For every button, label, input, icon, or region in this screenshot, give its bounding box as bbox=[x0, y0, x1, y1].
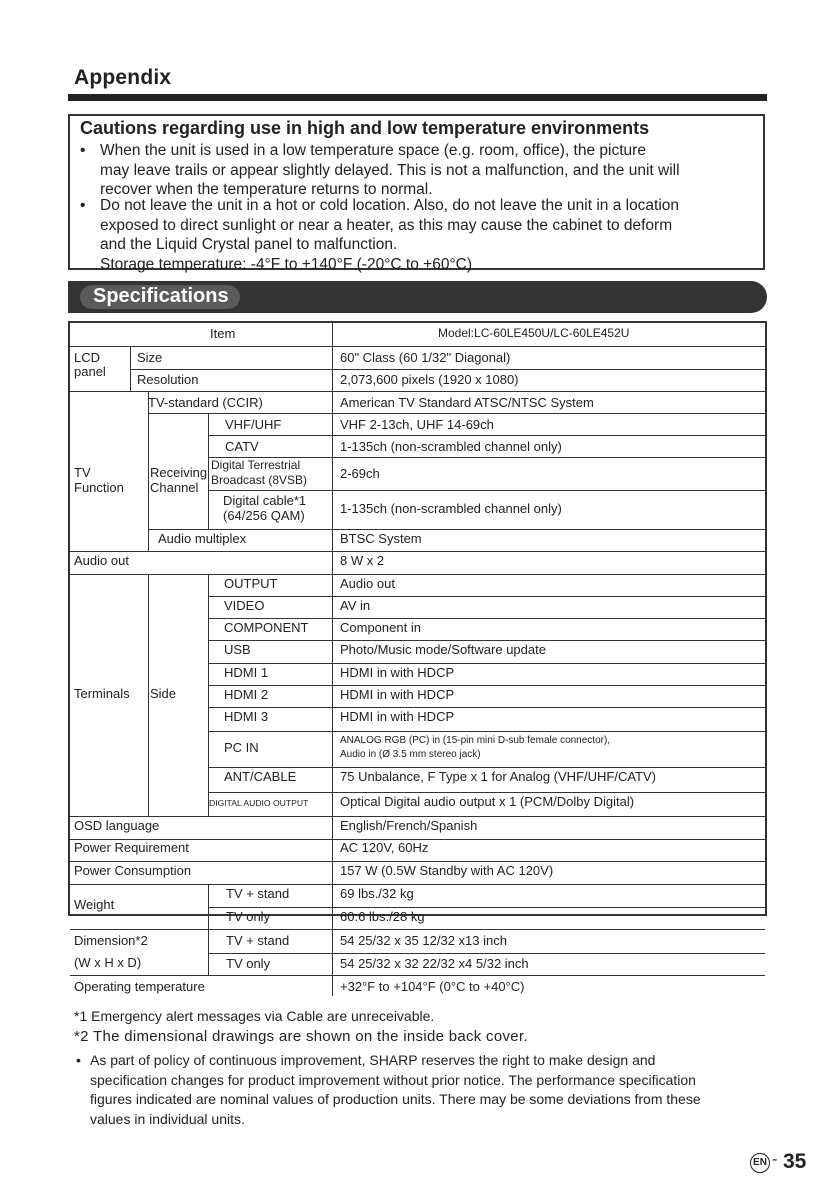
terminal-label: VIDEO bbox=[224, 598, 265, 613]
weight-label: Weight bbox=[74, 897, 115, 912]
caution-line: When the unit is used in a low temperature space (e.g. room, office), the picture bbox=[100, 142, 646, 159]
vhf-label: VHF/UHF bbox=[225, 417, 282, 432]
dimension-label: Dimension*2 bbox=[74, 933, 148, 948]
column-line bbox=[148, 574, 149, 816]
row-line bbox=[208, 596, 765, 597]
terminal-value: HDMI in with HDCP bbox=[340, 665, 455, 680]
row-line bbox=[130, 369, 765, 370]
row-line bbox=[70, 861, 765, 862]
row-line bbox=[208, 618, 765, 619]
header-model: Model:LC-60LE450U/LC-60LE452U bbox=[438, 326, 630, 340]
side-label: Side bbox=[150, 686, 177, 701]
caution-title: Cautions regarding use in high and low temperature environments bbox=[80, 118, 650, 138]
bullet: • bbox=[80, 142, 86, 159]
column-line bbox=[332, 323, 333, 996]
row-line bbox=[70, 574, 765, 575]
specifications-title: Specifications bbox=[93, 285, 229, 307]
language-badge-icon: EN bbox=[750, 1153, 770, 1173]
row-line bbox=[208, 663, 765, 664]
row-line bbox=[70, 816, 765, 817]
terminal-label: OUTPUT bbox=[224, 576, 278, 591]
row-line bbox=[70, 975, 765, 976]
pc-in-label: PC IN bbox=[224, 740, 259, 755]
pc-in-value: ANALOG RGB (PC) in (15-pin mini D-sub female connector), bbox=[340, 735, 611, 746]
row-line bbox=[208, 707, 765, 708]
bullet: • bbox=[76, 1052, 81, 1068]
storage-temperature: Storage temperature: -4°F to +140°F (-20°C to +60°C) bbox=[100, 255, 472, 273]
digital-cable-label: (64/256 QAM) bbox=[223, 508, 305, 523]
terminal-label: HDMI 3 bbox=[224, 709, 269, 724]
audio-out-value: 8 W x 2 bbox=[340, 553, 385, 568]
dimension-only-label: TV only bbox=[226, 956, 271, 971]
receiving-channel-label: Channel bbox=[150, 480, 199, 495]
tv-group-label: Function bbox=[74, 480, 124, 495]
row-line bbox=[70, 346, 765, 347]
page-number: 35 bbox=[783, 1150, 807, 1173]
bullet: • bbox=[80, 197, 86, 214]
power-requirement-label: Power Requirement bbox=[74, 840, 189, 855]
terminal-label: HDMI 2 bbox=[224, 687, 269, 702]
tv-group-label: TV bbox=[74, 465, 91, 480]
column-line bbox=[148, 391, 149, 551]
weight-only-value: 60.6 lbs./28 kg bbox=[340, 909, 425, 924]
digital-terrestrial-value: 2-69ch bbox=[340, 466, 380, 481]
row-line bbox=[208, 435, 765, 436]
terminal-value: Photo/Music mode/Software update bbox=[340, 642, 546, 657]
dimension-only-value: 54 25/32 x 32 22/32 x4 5/32 inch bbox=[340, 956, 529, 971]
column-line bbox=[208, 929, 209, 975]
section-title: Appendix bbox=[74, 66, 172, 89]
power-consumption-label: Power Consumption bbox=[74, 863, 192, 878]
row-line bbox=[70, 391, 765, 392]
row-line bbox=[208, 731, 765, 732]
operating-temperature-label: Operating temperature bbox=[74, 979, 205, 994]
caution-line: may leave trails or appear slightly delayed. This is not a malfunction, and the unit will bbox=[100, 161, 680, 179]
pc-in-value: Audio in (Ø 3.5 mm stereo jack) bbox=[340, 749, 481, 760]
row-line bbox=[148, 529, 765, 530]
footnote-line: figures indicated are nominal values of production units. There may be some deviations from these bbox=[90, 1091, 701, 1107]
footnote-policy bbox=[76, 1051, 765, 1129]
ant-cable-value: 75 Unbalance, F Type x 1 for Analog (VHF/UHF/CATV) bbox=[340, 769, 656, 784]
footnote-2: *2 The dimensional drawings are shown on the inside back cover. bbox=[74, 1028, 528, 1045]
tv-standard-label: TV-standard (CCIR) bbox=[148, 395, 263, 410]
size-value: 60" Class (60 1/32" Diagonal) bbox=[340, 350, 511, 365]
tv-standard-value: American TV Standard ATSC/NTSC System bbox=[340, 395, 594, 410]
row-line bbox=[208, 953, 765, 954]
column-line bbox=[208, 574, 209, 816]
terminal-value: HDMI in with HDCP bbox=[340, 687, 455, 702]
caution-paragraph-2 bbox=[80, 196, 760, 274]
lcd-group-label: LCD bbox=[74, 350, 101, 365]
terminal-label: HDMI 1 bbox=[224, 665, 269, 680]
row-line bbox=[208, 685, 765, 686]
receiving-channel-label: Receiving bbox=[150, 465, 208, 480]
terminal-value: Audio out bbox=[340, 576, 395, 591]
terminal-value: Component in bbox=[340, 620, 421, 635]
row-line bbox=[208, 767, 765, 768]
catv-label: CATV bbox=[225, 439, 259, 454]
digital-terrestrial-label: Digital Terrestrial bbox=[211, 458, 301, 472]
row-line bbox=[70, 929, 765, 930]
weight-stand-label: TV + stand bbox=[226, 886, 290, 901]
row-line bbox=[208, 907, 765, 908]
terminals-label: Terminals bbox=[74, 686, 130, 701]
vhf-value: VHF 2-13ch, UHF 14-69ch bbox=[340, 417, 494, 432]
digital-audio-output-value: Optical Digital audio output x 1 (PCM/Dolby Digital) bbox=[340, 794, 635, 809]
row-line bbox=[70, 551, 765, 552]
dimension-stand-value: 54 25/32 x 35 12/32 x13 inch bbox=[340, 933, 507, 948]
audio-out-label: Audio out bbox=[74, 553, 129, 568]
weight-only-label: TV only bbox=[226, 909, 271, 924]
page-separator: - bbox=[772, 1151, 778, 1168]
row-line bbox=[148, 413, 765, 414]
lcd-group-label: panel bbox=[74, 364, 106, 379]
terminal-value: HDMI in with HDCP bbox=[340, 709, 455, 724]
footnote-1: *1 Emergency alert messages via Cable are unreceivable. bbox=[74, 1008, 435, 1024]
row-line bbox=[70, 884, 765, 885]
operating-temperature-value: +32°F to +104°F (0°C to +40°C) bbox=[340, 979, 525, 994]
row-line bbox=[208, 640, 765, 641]
audio-multiplex-label: Audio multiplex bbox=[158, 531, 247, 546]
header-item: Item bbox=[210, 326, 236, 341]
catv-value: 1-135ch (non-scrambled channel only) bbox=[340, 439, 562, 454]
digital-cable-label: Digital cable*1 bbox=[223, 493, 307, 508]
footnote-line: values in individual units. bbox=[90, 1110, 245, 1127]
row-line bbox=[208, 490, 765, 491]
weight-stand-value: 69 lbs./32 kg bbox=[340, 886, 414, 901]
row-line bbox=[208, 792, 765, 793]
caution-paragraph-1 bbox=[80, 141, 760, 200]
terminal-label: COMPONENT bbox=[224, 620, 309, 635]
digital-audio-output-label: DIGITAL AUDIO OUTPUT bbox=[209, 798, 309, 808]
footnote-line: specification changes for product improvement without prior notice. The performance specification bbox=[90, 1071, 696, 1088]
dimension-stand-label: TV + stand bbox=[226, 933, 290, 948]
footnote-line: As part of policy of continuous improvement, SHARP reserves the right to make design and bbox=[90, 1052, 656, 1068]
caution-line: recover when the temperature returns to normal. bbox=[100, 181, 433, 198]
power-requirement-value: AC 120V, 60Hz bbox=[340, 840, 429, 855]
column-line bbox=[130, 346, 131, 391]
terminal-label: USB bbox=[224, 642, 251, 657]
digital-terrestrial-label: Broadcast (8VSB) bbox=[211, 473, 308, 487]
ant-cable-label: ANT/CABLE bbox=[224, 769, 297, 784]
resolution-value: 2,073,600 pixels (1920 x 1080) bbox=[340, 372, 519, 387]
osd-language-value: English/French/Spanish bbox=[340, 818, 478, 833]
section-rule bbox=[68, 94, 767, 101]
caution-line: exposed to direct sunlight or near a heater, as this may cause the cabinet to deform bbox=[100, 216, 673, 234]
audio-multiplex-value: BTSC System bbox=[340, 531, 422, 546]
terminal-value: AV in bbox=[340, 598, 371, 613]
caution-line: Do not leave the unit in a hot or cold location. Also, do not leave the unit in a location bbox=[100, 197, 680, 214]
digital-cable-value: 1-135ch (non-scrambled channel only) bbox=[340, 501, 562, 516]
osd-language-label: OSD language bbox=[74, 818, 160, 833]
column-line bbox=[208, 413, 209, 529]
resolution-label: Resolution bbox=[137, 372, 199, 387]
size-label: Size bbox=[137, 350, 163, 365]
caution-box bbox=[68, 114, 765, 273]
column-line bbox=[208, 884, 209, 929]
dimension-sub-label: (W x H x D) bbox=[74, 955, 142, 970]
caution-line: and the Liquid Crystal panel to malfunction. bbox=[100, 236, 398, 253]
power-consumption-value: 157 W (0.5W Standby with AC 120V) bbox=[340, 863, 554, 878]
